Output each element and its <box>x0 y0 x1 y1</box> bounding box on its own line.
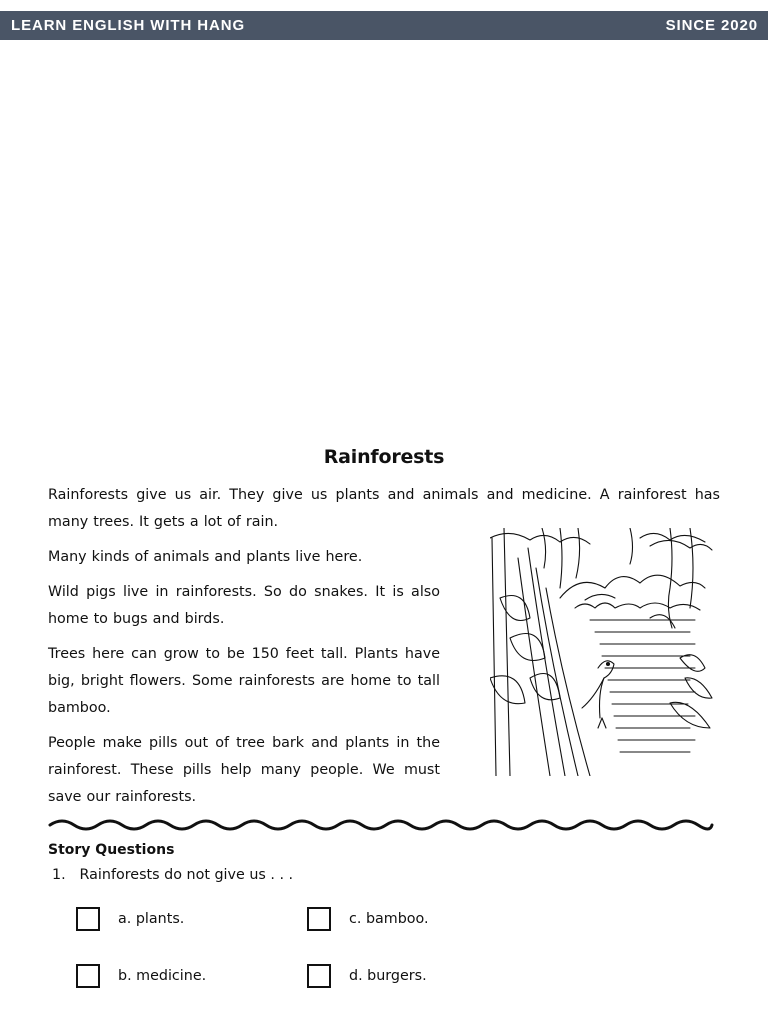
section-title: Story Questions <box>48 842 175 858</box>
page-title: Rainforests <box>323 446 445 468</box>
paragraph-intro: Rainforests give us air. They give us plants and animals and medicine. A rainforest has many trees. It gets a lot of rain. <box>48 487 720 530</box>
option-a[interactable] <box>76 904 184 934</box>
option-a-label: a. plants. <box>118 911 185 927</box>
question-text: Rainforests do not give us . . . <box>79 867 294 883</box>
option-c[interactable] <box>307 904 429 934</box>
paragraph-wildlife: Wild pigs live in rainforests. So do snakes. It is also home to bugs and birds. <box>48 584 440 627</box>
header-brand: LEARN ENGLISH WITH HANG <box>11 17 246 34</box>
option-b[interactable] <box>76 961 206 991</box>
option-c-label: c. bamboo. <box>349 911 429 927</box>
paragraph-trees: Trees here can grow to be 150 feet tall. Plants have big, bright flowers. Some rainforests are home to tall bamboo. <box>48 646 440 716</box>
option-d[interactable] <box>307 961 427 991</box>
wavy-divider <box>48 814 714 836</box>
option-d-checkbox[interactable] <box>307 964 331 988</box>
header-bar <box>0 11 768 40</box>
rainforest-illustration <box>490 528 714 776</box>
header-since: SINCE 2020 <box>665 17 758 34</box>
option-a-checkbox[interactable] <box>76 907 100 931</box>
option-d-label: d. burgers. <box>349 968 427 984</box>
option-b-label: b. medicine. <box>118 968 207 984</box>
question-number: 1. <box>52 867 66 883</box>
question-1 <box>52 867 293 883</box>
paragraph-pills: People make pills out of tree bark and plants in the rainforest. These pills help many people. We must save our rainforests. <box>48 735 440 805</box>
option-c-checkbox[interactable] <box>307 907 331 931</box>
option-b-checkbox[interactable] <box>76 964 100 988</box>
paragraph-animals: Many kinds of animals and plants live here. <box>48 549 363 565</box>
